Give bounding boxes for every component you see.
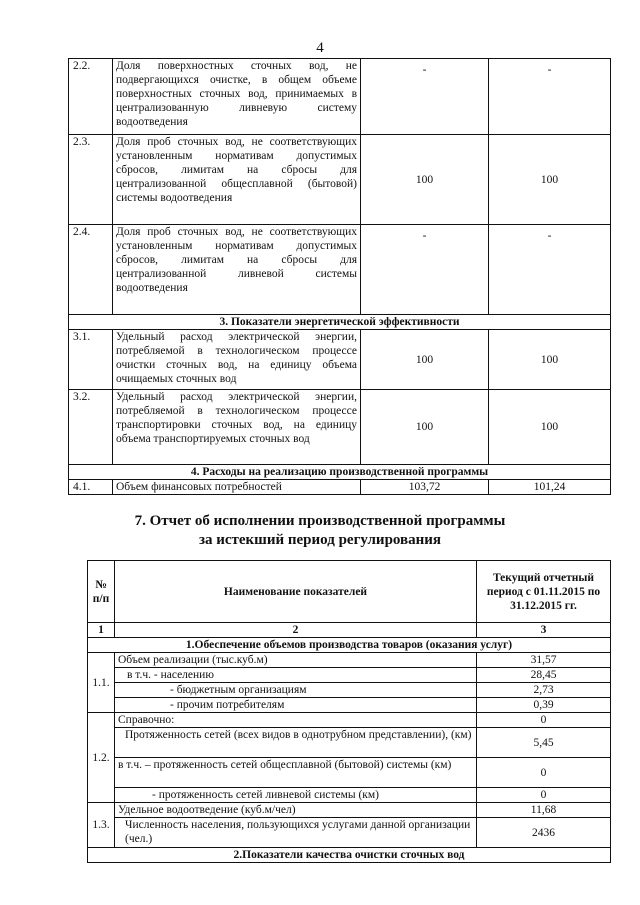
row-value-fact: - (489, 225, 611, 315)
table-row (69, 135, 611, 225)
section-7-title-line1: 7. Отчет об исполнении производственной программы (134, 513, 506, 529)
row-label: - протяженность сетей ливневой системы (км) (115, 788, 477, 803)
row-number: 2.4. (69, 225, 113, 315)
row-description: Объем финансовых потребностей (113, 480, 361, 495)
table-row (88, 818, 611, 848)
section-header-row (88, 848, 611, 863)
row-value-plan: 100 (361, 135, 489, 225)
row-description: Доля проб сточных вод, не соответствующих установленным нормативам допустимых сбросов, лимитам на сбросы для централизованной общесплавной (бытовой) системы водоотведения (113, 135, 361, 225)
row-value-plan: 100 (361, 390, 489, 465)
row-value: 5,45 (477, 728, 611, 758)
table-row (69, 59, 611, 135)
header-row (88, 561, 611, 623)
section-7-title (0, 512, 640, 550)
table-row (88, 683, 611, 698)
row-number: 2.2. (69, 59, 113, 135)
row-value: 31,57 (477, 653, 611, 668)
row-value-fact: 101,24 (489, 480, 611, 495)
row-description: Доля проб сточных вод, не соответствующих установленным нормативам допустимых сбросов, лимитам на сбросы для централизованной ливневой системы водоотведения (113, 225, 361, 315)
row-value: 2,73 (477, 683, 611, 698)
row-value-plan: 103,72 (361, 480, 489, 495)
table-row (88, 728, 611, 758)
row-label: Численность населения, пользующихся услугами данной организации (чел.) (115, 818, 477, 848)
section-1-heading: 1.Обеспечение объемов производства товаров (оказания услуг) (88, 638, 611, 653)
row-value: 0,39 (477, 698, 611, 713)
section-7-title-line2: за истекший период регулирования (198, 532, 442, 548)
row-label: - прочим потребителям (115, 698, 477, 713)
section-2-heading: 2.Показатели качества очистки сточных вод (88, 848, 611, 863)
group-number: 1.2. (88, 713, 115, 803)
colnum-3: 3 (477, 623, 611, 638)
row-label: в т.ч. - населению (115, 668, 477, 683)
column-number-row (88, 623, 611, 638)
row-value: 0 (477, 713, 611, 728)
row-number: 2.3. (69, 135, 113, 225)
row-label: Объем реализации (тыс.куб.м) (115, 653, 477, 668)
report-table (87, 560, 611, 863)
group-number: 1.1. (88, 653, 115, 713)
row-value-fact: 100 (489, 330, 611, 390)
row-value: 0 (477, 788, 611, 803)
row-value: 11,68 (477, 803, 611, 818)
row-label: - бюджетным организациям (115, 683, 477, 698)
table-row (88, 788, 611, 803)
table-row (69, 330, 611, 390)
table-row (88, 668, 611, 683)
row-value-fact: 100 (489, 390, 611, 465)
page-number: 4 (316, 40, 324, 56)
row-value: 0 (477, 758, 611, 788)
row-label: Протяженность сетей (всех видов в однотрубном представлении), (км) (115, 728, 477, 758)
table-row (88, 653, 611, 668)
section-header-row (69, 465, 611, 480)
table-row (88, 698, 611, 713)
indicators-table (68, 58, 611, 495)
row-value-plan: 100 (361, 330, 489, 390)
row-number: 3.1. (69, 330, 113, 390)
row-value-fact: 100 (489, 135, 611, 225)
group-number: 1.3. (88, 803, 115, 848)
table-row (69, 480, 611, 495)
row-value: 28,45 (477, 668, 611, 683)
colnum-1: 1 (88, 623, 115, 638)
table-row (69, 225, 611, 315)
row-value-fact: - (489, 59, 611, 135)
row-number: 4.1. (69, 480, 113, 495)
row-number: 3.2. (69, 390, 113, 465)
table-row (88, 758, 611, 788)
row-label: Справочно: (115, 713, 477, 728)
row-value-plan: - (361, 225, 489, 315)
section-header-row (88, 638, 611, 653)
row-description: Удельный расход электрической энергии, потребляемой в технологическом процессе очистки сточных вод, на единицу объема очищаемых сточных вод (113, 330, 361, 390)
header-name: Наименование показателей (115, 561, 477, 623)
row-value-plan: - (361, 59, 489, 135)
section-4-heading: 4. Расходы на реализацию производственной программы (69, 465, 611, 480)
section-header-row (69, 315, 611, 330)
table-row (88, 713, 611, 728)
row-description: Доля поверхностных сточных вод, не подвергающихся очистке, в общем объеме поверхностных сточных вод, принимаемых в централизованную ливневую систему водоотведения (113, 59, 361, 135)
row-label: в т.ч. – протяженность сетей общесплавной (бытовой) системы (км) (115, 758, 477, 788)
row-label: Удельное водоотведение (куб.м/чел) (115, 803, 477, 818)
colnum-2: 2 (115, 623, 477, 638)
row-value: 2436 (477, 818, 611, 848)
table-row (88, 803, 611, 818)
row-description: Удельный расход электрической энергии, потребляемой в технологическом процессе транспортировки сточных вод, на единицу объема транспортируемых сточных вод (113, 390, 361, 465)
header-period: Текущий отчетный период с 01.11.2015 по 31.12.2015 гг. (477, 561, 611, 623)
table-row (69, 390, 611, 465)
header-num: № п/п (88, 561, 115, 623)
section-3-heading: 3. Показатели энергетической эффективности (69, 315, 611, 330)
